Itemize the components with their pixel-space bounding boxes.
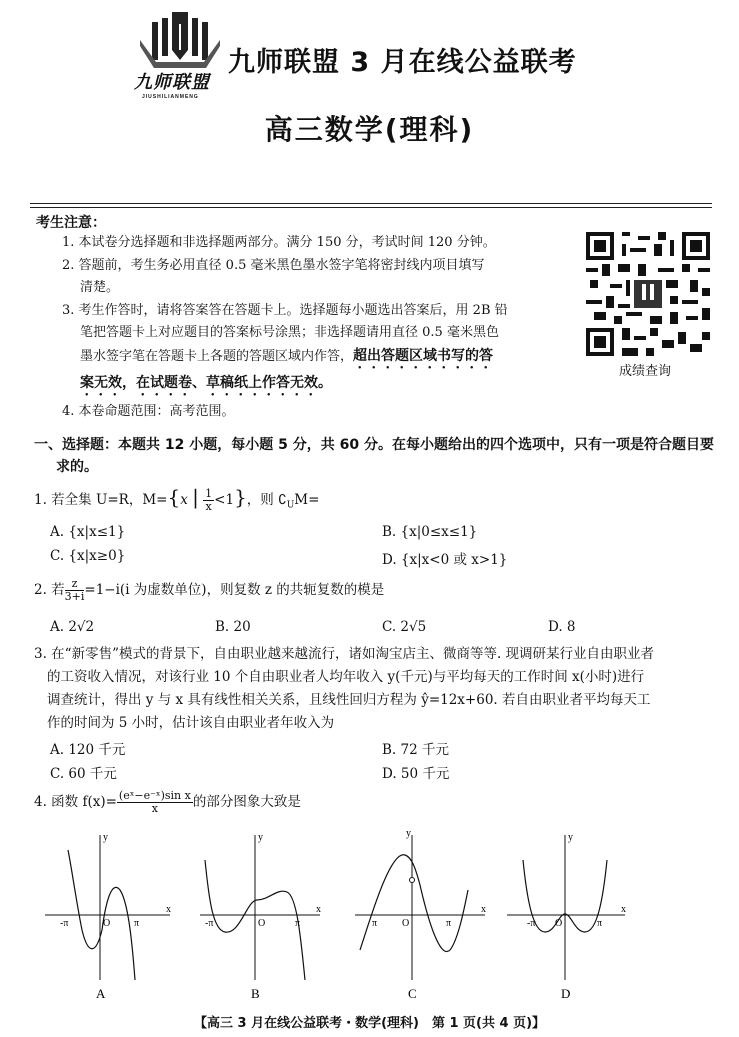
q1-text: M= — [294, 492, 320, 508]
notice-emphasis: 超出答题区域书写的答 — [353, 347, 494, 364]
q3-option-d[interactable]: D. 50 千元 — [382, 766, 450, 782]
q3-line: 调查统计，得出 y 与 x 具有线性相关关系，且线性回归方程为 ŷ=12x+60. 若自由职业者平均每天工 — [47, 692, 651, 708]
axis-label-x: x — [481, 904, 486, 915]
axis-label-pi: π — [372, 918, 378, 929]
notice-line: 清楚。 — [80, 280, 120, 295]
logo-text: 九师联盟 — [134, 72, 210, 93]
axis-label-origin: O — [103, 918, 111, 929]
fraction-denominator: 3+i — [64, 590, 85, 603]
q2-option-a[interactable]: A. 2√2 — [50, 619, 95, 635]
qr-caption: 成绩查询 — [619, 364, 672, 379]
axis-label-y: y — [568, 832, 573, 843]
notice-line: 3. 考生作答时，请将答案答在答题卡上。选择题每小题选出答案后，用 2B 铅 — [62, 302, 508, 318]
graph-a[interactable] — [45, 832, 171, 1001]
q3-option-b[interactable]: B. 72 千元 — [382, 742, 449, 758]
notice-line: 1. 本试卷分选择题和非选择题两部分。满分 150 分，考试时间 120 分钟。 — [62, 235, 496, 250]
axis-label-neg-pi: -π — [205, 918, 214, 929]
question-2-stem — [34, 578, 384, 603]
axis-label-origin: O — [402, 918, 410, 929]
notice-line: 2. 答题前，考生务必用直径 0.5 毫米黑色墨水签字笔将密封线内项目填写 — [62, 257, 485, 273]
question-4-stem — [34, 790, 301, 815]
qr-code-icon[interactable] — [586, 232, 710, 356]
q4-graphs — [40, 830, 630, 1005]
q2-text: 2. 若 — [34, 582, 65, 598]
notice-line: 4. 本卷命题范围：高考范围。 — [62, 403, 235, 419]
page-footer: 【高三 3 月在线公益联考・数学(理科) 第 1 页(共 4 页)】 — [193, 1016, 546, 1031]
fraction-numerator: (eˣ−e⁻ˣ)sin x — [118, 789, 191, 802]
q3-line: 作的时间为 5 小时，估计该自由职业者年收入为 — [47, 715, 335, 731]
divider — [30, 203, 712, 204]
axis-label-y: y — [103, 832, 108, 843]
notice-line: 笔把答题卡上对应题目的答案标号涂黑；非选择题请用直径 0.5 毫米黑色 — [80, 325, 499, 340]
notice-body — [62, 232, 582, 423]
axis-label-x: x — [316, 904, 321, 915]
question-3-stem — [34, 643, 724, 735]
q1-option-c[interactable]: C. {x|x≥0} — [50, 548, 126, 564]
axis-label-y: y — [406, 830, 411, 839]
q4-text: 4. 函数 f(x)= — [34, 794, 117, 810]
graph-label-d: D — [561, 986, 571, 1001]
q3-line: 的工资收入情况，对该行业 10 个自由职业者人均年收入 y(千元)与平均每天的工作时间 x(小时)进行 — [47, 669, 645, 685]
graph-d[interactable] — [507, 832, 626, 1001]
fraction-denominator: x — [205, 500, 212, 513]
q3-option-a[interactable]: A. 120 千元 — [50, 742, 126, 758]
graph-c[interactable] — [355, 830, 486, 1001]
logo-subtext: JIUSHILIANMENG — [142, 94, 199, 100]
axis-label-pi: π — [446, 918, 452, 929]
fraction-numerator: z — [65, 578, 85, 591]
q2-option-c[interactable]: C. 2√5 — [382, 619, 427, 635]
q1-subscript: U — [286, 500, 295, 511]
graph-label-c: C — [408, 986, 417, 1001]
axis-label-origin: O — [555, 918, 563, 929]
fraction-denominator: x — [151, 802, 158, 815]
q1-inequality: <1 — [214, 492, 235, 508]
notice-heading: 考生注意： — [36, 215, 106, 231]
q1-text: ，则 ∁ — [246, 492, 287, 508]
q2-text: =1−i(i 为虚数单位)，则复数 z 的共轭复数的模是 — [84, 582, 385, 598]
notice-emphasis: 案无效，在试题卷、草稿纸上作答无效。 — [80, 374, 332, 391]
q1-option-b[interactable]: B. {x|0≤x≤1} — [382, 524, 478, 540]
section-heading — [34, 434, 724, 478]
q1-option-a[interactable]: A. {x|x≤1} — [50, 524, 126, 540]
q2-option-b[interactable]: B. 20 — [215, 619, 251, 635]
axis-label-x: x — [621, 904, 626, 915]
axis-label-neg-pi: -π — [527, 918, 536, 929]
q1-set-var: x — [180, 492, 188, 508]
q2-fraction — [65, 578, 85, 603]
q3-option-c[interactable]: C. 60 千元 — [50, 766, 117, 782]
q2-option-d[interactable]: D. 8 — [548, 619, 576, 635]
axis-label-pi: π — [597, 918, 603, 929]
graph-label-b: B — [251, 986, 260, 1001]
divider — [30, 207, 712, 208]
axis-label-pi: π — [295, 918, 301, 929]
q1-option-d[interactable]: D. {x|x<0 或 x>1} — [382, 552, 508, 568]
section-heading-line: 一、选择题：本题共 12 小题，每小题 5 分，共 60 分。在每小题给出的四个选项中，只有一项是符合题目要 — [34, 437, 714, 453]
graph-b[interactable] — [200, 832, 321, 1001]
q4-fraction — [117, 790, 193, 815]
question-1-stem: 1. 若全集 U=R，M={x | $\frac{1}{x}$ <1}，则 $∁_UM=$ — [34, 485, 320, 513]
subject-title: 高三数学(理科) — [264, 113, 475, 146]
q4-text: 的部分图象大致是 — [192, 794, 301, 810]
axis-label-origin: O — [258, 918, 266, 929]
axis-label-pi: π — [134, 918, 140, 929]
notice-line — [62, 372, 582, 399]
q1-text: 1. 若全集 U=R，M= — [34, 492, 168, 508]
q3-line: 3. 在“新零售”模式的背景下，自由职业越来越流行，诸如淘宝店主、微商等等. 现调研某行业自由职业者 — [34, 646, 655, 662]
axis-label-neg-pi: -π — [60, 918, 69, 929]
q1-fraction — [203, 488, 214, 513]
notice-line — [62, 345, 582, 372]
section-heading-line: 求的。 — [56, 459, 98, 475]
graph-label-a: A — [96, 986, 106, 1001]
axis-label-y: y — [258, 832, 263, 843]
exam-title: 九师联盟 3 月在线公益联考 — [228, 47, 577, 78]
notice-line-text: 墨水签字笔在答题卡上各题的答题区域内作答， — [80, 348, 354, 364]
fraction-numerator: 1 — [205, 487, 213, 500]
axis-label-x: x — [166, 904, 171, 915]
